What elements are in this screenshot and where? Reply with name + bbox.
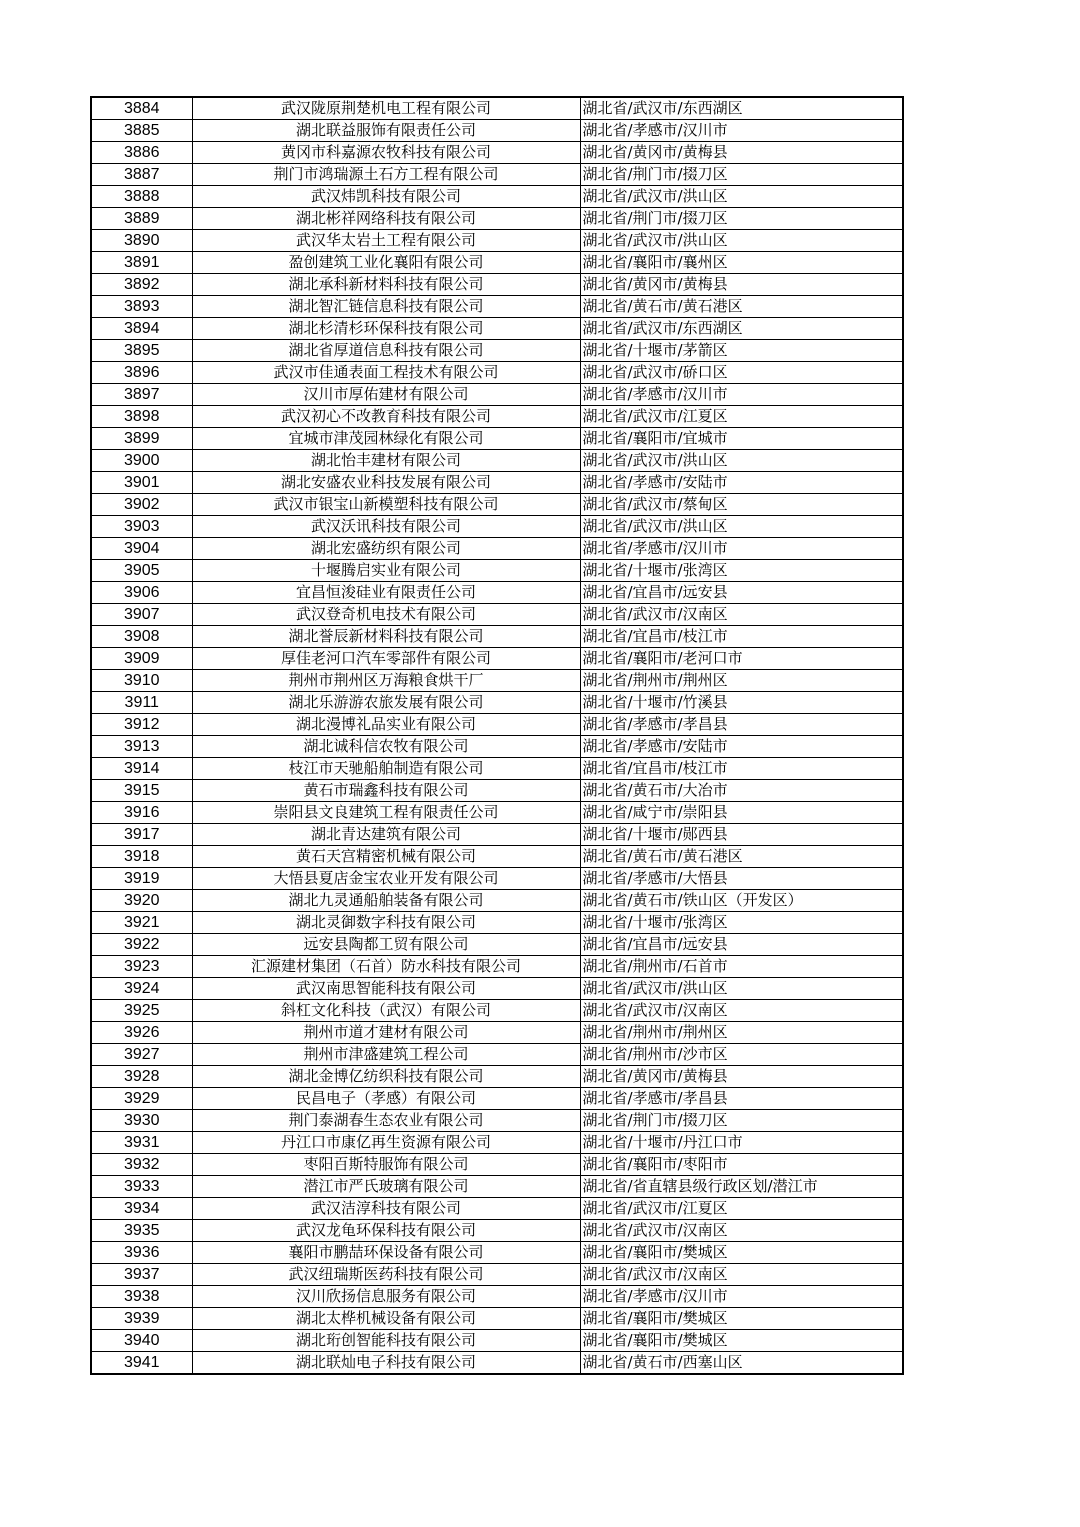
company-name-cell: 厚佳老河口汽车零部件有限公司 (192, 648, 580, 670)
row-number-cell: 3884 (91, 97, 192, 120)
region-cell: 湖北省/咸宁市/崇阳县 (580, 802, 903, 824)
row-number-cell: 3903 (91, 516, 192, 538)
region-cell: 湖北省/孝感市/汉川市 (580, 384, 903, 406)
company-name-cell: 武汉炜凯科技有限公司 (192, 186, 580, 208)
table-row (91, 120, 903, 142)
table-row (91, 384, 903, 406)
company-name-cell: 武汉市银宝山新模塑科技有限公司 (192, 494, 580, 516)
region-cell: 湖北省/荆门市/掇刀区 (580, 208, 903, 230)
region-cell: 湖北省/武汉市/江夏区 (580, 1198, 903, 1220)
row-number-cell: 3916 (91, 802, 192, 824)
table-row (91, 582, 903, 604)
region-cell: 湖北省/孝感市/孝昌县 (580, 1088, 903, 1110)
table-row (91, 1176, 903, 1198)
region-cell: 湖北省/武汉市/蔡甸区 (580, 494, 903, 516)
region-cell: 湖北省/宜昌市/远安县 (580, 934, 903, 956)
table-row (91, 1308, 903, 1330)
table-row (91, 340, 903, 362)
row-number-cell: 3929 (91, 1088, 192, 1110)
region-cell: 湖北省/宜昌市/枝江市 (580, 758, 903, 780)
row-number-cell: 3931 (91, 1132, 192, 1154)
region-cell: 湖北省/武汉市/洪山区 (580, 516, 903, 538)
table-row (91, 758, 903, 780)
company-name-cell: 汉川市厚佑建材有限公司 (192, 384, 580, 406)
region-cell: 湖北省/武汉市/东西湖区 (580, 97, 903, 120)
row-number-cell: 3901 (91, 472, 192, 494)
row-number-cell: 3913 (91, 736, 192, 758)
row-number-cell: 3915 (91, 780, 192, 802)
company-name-cell: 湖北怡丰建材有限公司 (192, 450, 580, 472)
table-row (91, 230, 903, 252)
table-row (91, 1154, 903, 1176)
company-name-cell: 湖北联益服饰有限责任公司 (192, 120, 580, 142)
region-cell: 湖北省/孝感市/大悟县 (580, 868, 903, 890)
region-cell: 湖北省/襄阳市/襄州区 (580, 252, 903, 274)
row-number-cell: 3910 (91, 670, 192, 692)
row-number-cell: 3887 (91, 164, 192, 186)
table-row (91, 934, 903, 956)
row-number-cell: 3927 (91, 1044, 192, 1066)
row-number-cell: 3909 (91, 648, 192, 670)
row-number-cell: 3924 (91, 978, 192, 1000)
row-number-cell: 3923 (91, 956, 192, 978)
table-row (91, 472, 903, 494)
table-row (91, 824, 903, 846)
company-name-cell: 武汉陇原荆楚机电工程有限公司 (192, 97, 580, 120)
table-row (91, 164, 903, 186)
table-row (91, 494, 903, 516)
table-row (91, 97, 903, 120)
company-name-cell: 荆州市荆州区万海粮食烘干厂 (192, 670, 580, 692)
region-cell: 湖北省/十堰市/张湾区 (580, 560, 903, 582)
company-name-cell: 荆州市道才建材有限公司 (192, 1022, 580, 1044)
table-row (91, 780, 903, 802)
row-number-cell: 3934 (91, 1198, 192, 1220)
company-name-cell: 湖北承科新材料科技有限公司 (192, 274, 580, 296)
company-name-cell: 汇源建材集团（石首）防水科技有限公司 (192, 956, 580, 978)
company-name-cell: 襄阳市鹏喆环保设备有限公司 (192, 1242, 580, 1264)
region-cell: 湖北省/武汉市/洪山区 (580, 450, 903, 472)
company-name-cell: 崇阳县文良建筑工程有限责任公司 (192, 802, 580, 824)
table-row (91, 1220, 903, 1242)
row-number-cell: 3926 (91, 1022, 192, 1044)
company-name-cell: 湖北联灿电子科技有限公司 (192, 1352, 580, 1375)
table-row (91, 802, 903, 824)
region-cell: 湖北省/武汉市/洪山区 (580, 978, 903, 1000)
table-row (91, 1286, 903, 1308)
company-name-cell: 远安县陶都工贸有限公司 (192, 934, 580, 956)
region-cell: 湖北省/十堰市/张湾区 (580, 912, 903, 934)
table-row (91, 890, 903, 912)
table-row (91, 186, 903, 208)
table-row (91, 670, 903, 692)
row-number-cell: 3902 (91, 494, 192, 516)
company-name-cell: 湖北安盛农业科技发展有限公司 (192, 472, 580, 494)
company-name-cell: 湖北乐游游农旅发展有限公司 (192, 692, 580, 714)
row-number-cell: 3899 (91, 428, 192, 450)
region-cell: 湖北省/宜昌市/枝江市 (580, 626, 903, 648)
row-number-cell: 3917 (91, 824, 192, 846)
region-cell: 湖北省/孝感市/孝昌县 (580, 714, 903, 736)
row-number-cell: 3897 (91, 384, 192, 406)
company-name-cell: 斜杠文化科技（武汉）有限公司 (192, 1000, 580, 1022)
table-row (91, 1110, 903, 1132)
table-row (91, 1242, 903, 1264)
row-number-cell: 3937 (91, 1264, 192, 1286)
row-number-cell: 3898 (91, 406, 192, 428)
company-name-cell: 湖北灵御数字科技有限公司 (192, 912, 580, 934)
row-number-cell: 3890 (91, 230, 192, 252)
table-row (91, 604, 903, 626)
company-list-table (90, 96, 904, 1375)
region-cell: 湖北省/孝感市/汉川市 (580, 1286, 903, 1308)
table-row (91, 956, 903, 978)
company-name-cell: 黄石市瑞鑫科技有限公司 (192, 780, 580, 802)
region-cell: 湖北省/襄阳市/樊城区 (580, 1330, 903, 1352)
company-name-cell: 湖北珩创智能科技有限公司 (192, 1330, 580, 1352)
table-row (91, 538, 903, 560)
region-cell: 湖北省/孝感市/安陆市 (580, 472, 903, 494)
row-number-cell: 3896 (91, 362, 192, 384)
company-name-cell: 湖北誉辰新材料科技有限公司 (192, 626, 580, 648)
region-cell: 湖北省/武汉市/洪山区 (580, 230, 903, 252)
region-cell: 湖北省/襄阳市/枣阳市 (580, 1154, 903, 1176)
row-number-cell: 3936 (91, 1242, 192, 1264)
company-name-cell: 武汉初心不改教育科技有限公司 (192, 406, 580, 428)
row-number-cell: 3922 (91, 934, 192, 956)
row-number-cell: 3920 (91, 890, 192, 912)
table-row (91, 1022, 903, 1044)
table-row (91, 1132, 903, 1154)
company-name-cell: 荆门泰湖春生态农业有限公司 (192, 1110, 580, 1132)
company-name-cell: 武汉龙龟环保科技有限公司 (192, 1220, 580, 1242)
region-cell: 湖北省/宜昌市/远安县 (580, 582, 903, 604)
table-row (91, 1330, 903, 1352)
row-number-cell: 3932 (91, 1154, 192, 1176)
region-cell: 湖北省/荆州市/荆州区 (580, 1022, 903, 1044)
company-name-cell: 武汉华太岩土工程有限公司 (192, 230, 580, 252)
company-name-cell: 宜昌恒浚硅业有限责任公司 (192, 582, 580, 604)
company-name-cell: 湖北漫博礼品实业有限公司 (192, 714, 580, 736)
region-cell: 湖北省/襄阳市/樊城区 (580, 1308, 903, 1330)
company-name-cell: 武汉南思智能科技有限公司 (192, 978, 580, 1000)
table-row (91, 1198, 903, 1220)
row-number-cell: 3935 (91, 1220, 192, 1242)
company-name-cell: 湖北彬祥网络科技有限公司 (192, 208, 580, 230)
row-number-cell: 3904 (91, 538, 192, 560)
company-name-cell: 丹江口市康亿再生资源有限公司 (192, 1132, 580, 1154)
company-name-cell: 潜江市严氏玻璃有限公司 (192, 1176, 580, 1198)
row-number-cell: 3938 (91, 1286, 192, 1308)
company-name-cell: 湖北九灵通船舶装备有限公司 (192, 890, 580, 912)
table-row (91, 1000, 903, 1022)
table-row (91, 450, 903, 472)
table-row (91, 1044, 903, 1066)
table-row (91, 626, 903, 648)
company-name-cell: 枝江市天驰船舶制造有限公司 (192, 758, 580, 780)
company-name-cell: 黄冈市科嘉源农牧科技有限公司 (192, 142, 580, 164)
row-number-cell: 3914 (91, 758, 192, 780)
company-name-cell: 十堰腾启实业有限公司 (192, 560, 580, 582)
region-cell: 湖北省/十堰市/丹江口市 (580, 1132, 903, 1154)
company-name-cell: 湖北青达建筑有限公司 (192, 824, 580, 846)
region-cell: 湖北省/黄石市/铁山区（开发区） (580, 890, 903, 912)
company-name-cell: 湖北诚科信农牧有限公司 (192, 736, 580, 758)
region-cell: 湖北省/黄冈市/黄梅县 (580, 142, 903, 164)
region-cell: 湖北省/十堰市/竹溪县 (580, 692, 903, 714)
row-number-cell: 3921 (91, 912, 192, 934)
region-cell: 湖北省/荆州市/沙市区 (580, 1044, 903, 1066)
company-name-cell: 武汉洁淳科技有限公司 (192, 1198, 580, 1220)
row-number-cell: 3918 (91, 846, 192, 868)
table-row (91, 1264, 903, 1286)
region-cell: 湖北省/武汉市/汉南区 (580, 1220, 903, 1242)
region-cell: 湖北省/武汉市/汉南区 (580, 1264, 903, 1286)
region-cell: 湖北省/黄石市/大冶市 (580, 780, 903, 802)
row-number-cell: 3889 (91, 208, 192, 230)
table-row (91, 736, 903, 758)
company-name-cell: 湖北省厚道信息科技有限公司 (192, 340, 580, 362)
company-name-cell: 大悟县夏店金宝农业开发有限公司 (192, 868, 580, 890)
row-number-cell: 3895 (91, 340, 192, 362)
table-row (91, 912, 903, 934)
row-number-cell: 3939 (91, 1308, 192, 1330)
row-number-cell: 3894 (91, 318, 192, 340)
row-number-cell: 3905 (91, 560, 192, 582)
table-row (91, 274, 903, 296)
row-number-cell: 3941 (91, 1352, 192, 1375)
table-row (91, 252, 903, 274)
region-cell: 湖北省/武汉市/汉南区 (580, 604, 903, 626)
region-cell: 湖北省/孝感市/安陆市 (580, 736, 903, 758)
company-name-cell: 湖北宏盛纺织有限公司 (192, 538, 580, 560)
company-name-cell: 湖北智汇链信息科技有限公司 (192, 296, 580, 318)
table-row (91, 208, 903, 230)
region-cell: 湖北省/孝感市/汉川市 (580, 538, 903, 560)
region-cell: 湖北省/荆门市/掇刀区 (580, 164, 903, 186)
row-number-cell: 3933 (91, 1176, 192, 1198)
table-row (91, 560, 903, 582)
company-name-cell: 民昌电子（孝感）有限公司 (192, 1088, 580, 1110)
region-cell: 湖北省/武汉市/洪山区 (580, 186, 903, 208)
table-row (91, 1352, 903, 1375)
row-number-cell: 3892 (91, 274, 192, 296)
table-row (91, 846, 903, 868)
row-number-cell: 3893 (91, 296, 192, 318)
region-cell: 湖北省/黄冈市/黄梅县 (580, 1066, 903, 1088)
row-number-cell: 3907 (91, 604, 192, 626)
row-number-cell: 3885 (91, 120, 192, 142)
company-name-cell: 湖北杉清杉环保科技有限公司 (192, 318, 580, 340)
row-number-cell: 3919 (91, 868, 192, 890)
table-row (91, 1088, 903, 1110)
row-number-cell: 3906 (91, 582, 192, 604)
table-body (91, 97, 903, 1374)
company-name-cell: 武汉登奇机电技术有限公司 (192, 604, 580, 626)
region-cell: 湖北省/武汉市/江夏区 (580, 406, 903, 428)
row-number-cell: 3940 (91, 1330, 192, 1352)
region-cell: 湖北省/武汉市/硚口区 (580, 362, 903, 384)
table-row (91, 428, 903, 450)
company-name-cell: 武汉市佳通表面工程技术有限公司 (192, 362, 580, 384)
region-cell: 湖北省/襄阳市/樊城区 (580, 1242, 903, 1264)
region-cell: 湖北省/襄阳市/宜城市 (580, 428, 903, 450)
company-name-cell: 荆州市津盛建筑工程公司 (192, 1044, 580, 1066)
company-name-cell: 黄石天宫精密机械有限公司 (192, 846, 580, 868)
company-name-cell: 盈创建筑工业化襄阳有限公司 (192, 252, 580, 274)
table-row (91, 318, 903, 340)
region-cell: 湖北省/孝感市/汉川市 (580, 120, 903, 142)
company-name-cell: 武汉沃讯科技有限公司 (192, 516, 580, 538)
company-name-cell: 宜城市津茂园林绿化有限公司 (192, 428, 580, 450)
table-row (91, 978, 903, 1000)
company-name-cell: 武汉纽瑞斯医药科技有限公司 (192, 1264, 580, 1286)
region-cell: 湖北省/荆州市/石首市 (580, 956, 903, 978)
table-row (91, 142, 903, 164)
region-cell: 湖北省/黄石市/黄石港区 (580, 296, 903, 318)
table-row (91, 1066, 903, 1088)
table-row (91, 362, 903, 384)
region-cell: 湖北省/荆门市/掇刀区 (580, 1110, 903, 1132)
region-cell: 湖北省/黄冈市/黄梅县 (580, 274, 903, 296)
company-name-cell: 枣阳百斯特服饰有限公司 (192, 1154, 580, 1176)
row-number-cell: 3886 (91, 142, 192, 164)
company-name-cell: 湖北金博亿纺织科技有限公司 (192, 1066, 580, 1088)
row-number-cell: 3900 (91, 450, 192, 472)
table-row (91, 516, 903, 538)
company-name-cell: 汉川欣扬信息服务有限公司 (192, 1286, 580, 1308)
row-number-cell: 3912 (91, 714, 192, 736)
region-cell: 湖北省/荆州市/荆州区 (580, 670, 903, 692)
table-row (91, 714, 903, 736)
row-number-cell: 3911 (91, 692, 192, 714)
company-name-cell: 湖北太桦机械设备有限公司 (192, 1308, 580, 1330)
row-number-cell: 3908 (91, 626, 192, 648)
table-row (91, 692, 903, 714)
row-number-cell: 3928 (91, 1066, 192, 1088)
region-cell: 湖北省/黄石市/黄石港区 (580, 846, 903, 868)
region-cell: 湖北省/黄石市/西塞山区 (580, 1352, 903, 1375)
region-cell: 湖北省/襄阳市/老河口市 (580, 648, 903, 670)
table-row (91, 868, 903, 890)
table-row (91, 648, 903, 670)
region-cell: 湖北省/省直辖县级行政区划/潜江市 (580, 1176, 903, 1198)
region-cell: 湖北省/十堰市/郧西县 (580, 824, 903, 846)
row-number-cell: 3930 (91, 1110, 192, 1132)
row-number-cell: 3888 (91, 186, 192, 208)
region-cell: 湖北省/武汉市/汉南区 (580, 1000, 903, 1022)
company-name-cell: 荆门市鸿瑞源土石方工程有限公司 (192, 164, 580, 186)
region-cell: 湖北省/十堰市/茅箭区 (580, 340, 903, 362)
table-row (91, 296, 903, 318)
row-number-cell: 3925 (91, 1000, 192, 1022)
region-cell: 湖北省/武汉市/东西湖区 (580, 318, 903, 340)
table-row (91, 406, 903, 428)
row-number-cell: 3891 (91, 252, 192, 274)
